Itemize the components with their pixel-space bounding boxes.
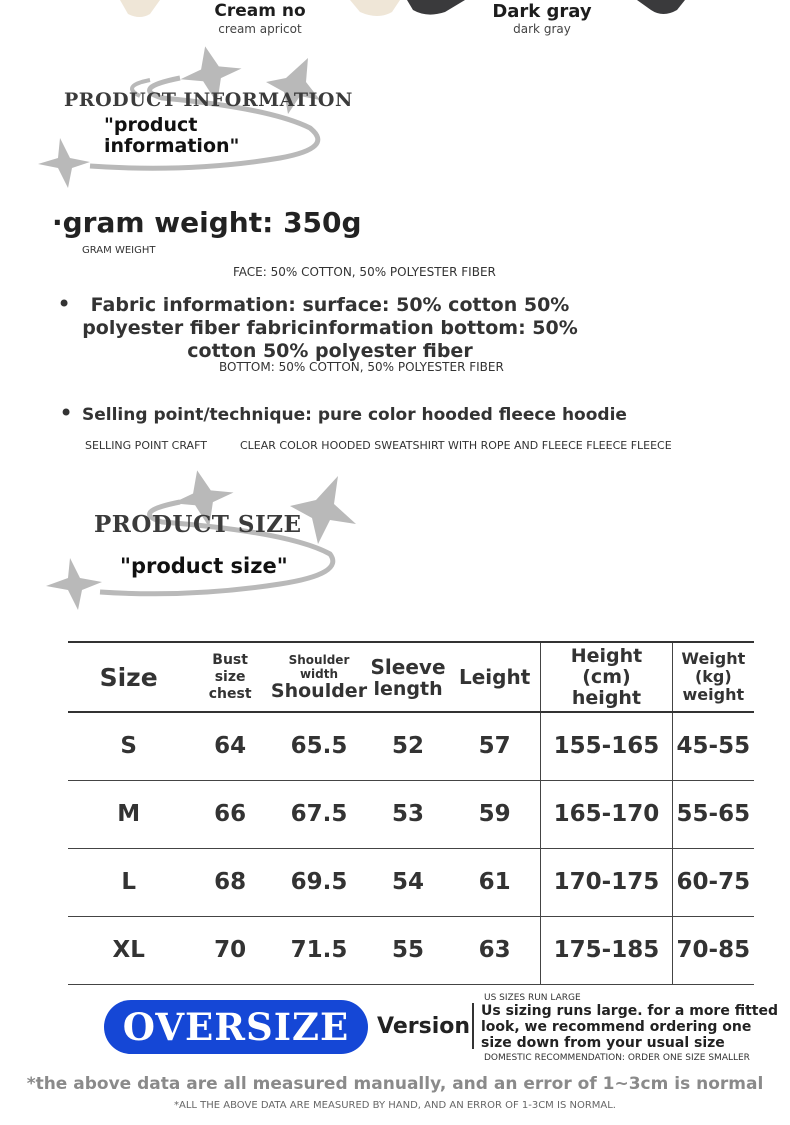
us-sizes-caption: US SIZES RUN LARGE — [484, 993, 581, 1003]
cell-height: 165-170 — [541, 780, 672, 848]
gram-weight-line: ·gram weight: 350g — [52, 206, 362, 239]
header-weight: Weight (kg) weight — [681, 649, 746, 704]
swatch-dark-gray-sub: dark gray — [513, 22, 571, 36]
cell-bust: 66 — [214, 801, 247, 827]
oversize-badge: OVERSIZE — [104, 1000, 368, 1054]
bottom-caption: BOTTOM: 50% COTTON, 50% POLYESTER FIBER — [219, 360, 504, 374]
cell-sleeve: 53 — [392, 801, 425, 827]
fabric-line-2: polyester fiber fabricinformation bottom: 50% — [82, 317, 578, 339]
version-label: Version — [377, 1014, 471, 1039]
product-information-title: PRODUCT INFORMATION — [64, 89, 353, 111]
cell-size: M — [117, 801, 141, 827]
swatch-cream-sub: cream apricot — [218, 22, 302, 36]
us-sizing-note-3: size down from your usual size — [481, 1035, 725, 1051]
gram-weight-caption: GRAM WEIGHT — [82, 245, 156, 256]
swatch-dark-gray-name: Dark gray — [492, 1, 592, 22]
cell-length: 61 — [478, 869, 511, 895]
product-size-subtitle: "product size" — [120, 554, 288, 578]
cell-length: 63 — [478, 937, 511, 963]
cell-shoulder: 71.5 — [290, 937, 348, 963]
us-sizing-note-1: Us sizing runs large. for a more fitted — [481, 1003, 778, 1019]
table-row — [68, 848, 754, 916]
cell-sleeve: 55 — [392, 937, 425, 963]
cell-shoulder: 65.5 — [290, 733, 348, 760]
table-row — [68, 712, 754, 780]
cell-weight: 60-75 — [676, 869, 751, 895]
product-size-title: PRODUCT SIZE — [94, 511, 302, 538]
cell-shoulder: 69.5 — [290, 869, 348, 895]
selling-bullet: • — [59, 399, 74, 427]
star-swoosh-decoration — [30, 38, 330, 188]
selling-caption-right: CLEAR COLOR HOODED SWEATSHIRT WITH ROPE AND FLEECE FLEECE FLEECE — [240, 439, 672, 452]
cell-height: 175-185 — [541, 916, 672, 984]
table-header-row — [68, 642, 754, 712]
header-height: Height (cm) height — [541, 642, 672, 712]
header-bust: Bust size chest — [208, 651, 252, 702]
cell-bust: 64 — [214, 733, 247, 760]
header-sleeve: Sleeve length — [370, 654, 446, 700]
cell-weight: 70-85 — [676, 937, 751, 963]
table-row — [68, 780, 754, 848]
header-length: Leight — [459, 665, 531, 689]
selling-point-line: Selling point/technique: pure color hooded fleece hoodie — [82, 405, 627, 425]
face-caption: FACE: 50% COTTON, 50% POLYESTER FIBER — [233, 265, 496, 279]
cell-size: S — [120, 733, 137, 760]
divider — [472, 1003, 474, 1049]
cell-length: 59 — [478, 801, 511, 827]
cell-sleeve: 54 — [392, 869, 425, 895]
cell-bust: 68 — [214, 869, 247, 895]
cell-size: L — [121, 869, 136, 895]
cell-bust: 70 — [214, 937, 247, 963]
size-table — [68, 641, 754, 985]
fabric-bullet: • — [57, 290, 72, 318]
header-size: Size — [99, 662, 158, 692]
footer-note: *the above data are all measured manually, and an error of 1~3cm is normal — [26, 1074, 764, 1094]
swatch-cream-name: Cream no — [214, 1, 306, 21]
cell-height: 155-165 — [541, 712, 672, 780]
product-information-subtitle: "product information" — [104, 114, 240, 157]
domestic-caption: DOMESTIC RECOMMENDATION: ORDER ONE SIZE SMALLER — [484, 1053, 750, 1063]
table-row — [68, 916, 754, 984]
header-shoulder: Shoulder width Shoulder — [270, 652, 368, 702]
cell-weight: 55-65 — [676, 801, 751, 827]
cell-size: XL — [112, 937, 145, 963]
us-sizing-note-2: look, we recommend ordering one — [481, 1019, 752, 1035]
cell-height: 170-175 — [541, 848, 672, 916]
cell-length: 57 — [478, 733, 511, 760]
selling-caption-left: SELLING POINT CRAFT — [85, 439, 207, 452]
fabric-line-3: cotton 50% polyester fiber — [187, 340, 473, 362]
footer-caption: *ALL THE ABOVE DATA ARE MEASURED BY HAND, AND AN ERROR OF 1-3CM IS NORMAL. — [173, 1100, 616, 1111]
cell-sleeve: 52 — [392, 733, 425, 760]
cell-weight: 45-55 — [676, 733, 751, 760]
cell-shoulder: 67.5 — [290, 801, 348, 827]
fabric-line-1: Fabric information: surface: 50% cotton 50% — [90, 294, 570, 316]
